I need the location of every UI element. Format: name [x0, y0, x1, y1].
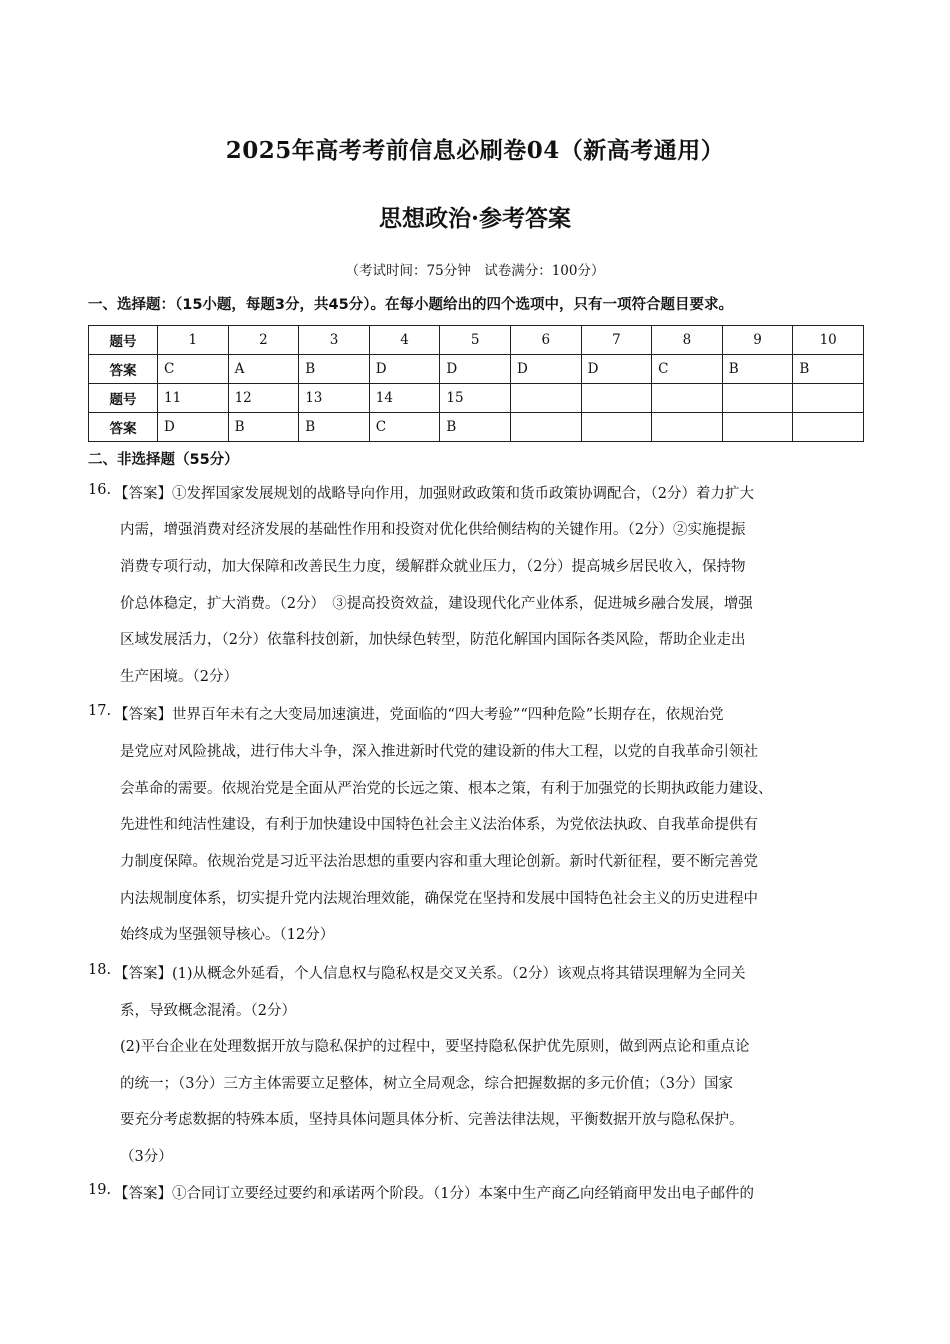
table-cell: 13 — [299, 384, 370, 413]
row-label: 题号 — [89, 384, 158, 413]
answer-line: 内法规制度体系，切实提升党内法规治理效能，确保党在坚持和发展中国特色社会主义的历史进程中 — [120, 891, 758, 907]
section2-heading: 二、非选择题（55分） — [88, 452, 239, 468]
exam-info: （考试时间：75分钟 试卷满分：100分） — [345, 263, 605, 279]
question-number: 19. — [88, 1182, 112, 1198]
table-cell: 6 — [510, 326, 581, 355]
table-cell: 3 — [299, 326, 370, 355]
table-cell — [722, 384, 793, 413]
page-subtitle: 思想政治·参考答案 — [378, 205, 571, 232]
table-cell: 8 — [652, 326, 723, 355]
table-cell: 15 — [440, 384, 511, 413]
answer-table — [88, 325, 864, 442]
table-cell: B — [228, 413, 299, 442]
answer-line: 先进性和纯洁性建设，有利于加快建设中国特色社会主义法治体系，为党依法执政、自我革命提供有 — [120, 817, 758, 833]
answer-line: 内需，增强消费对经济发展的基础性作用和投资对优化供给侧结构的关键作用。（2分）②实施提振 — [120, 522, 746, 538]
row-label: 答案 — [89, 355, 158, 384]
table-cell: 2 — [228, 326, 299, 355]
answer-line: （3分） — [120, 1149, 173, 1165]
table-cell: D — [369, 355, 440, 384]
table-cell: C — [652, 355, 723, 384]
table-cell — [581, 413, 652, 442]
answer-line: 【答案】(1)从概念外延看，个人信息权与隐私权是交叉关系。（2分）该观点将其错误理解为全同关 — [114, 966, 746, 982]
table-cell: B — [299, 413, 370, 442]
table-cell: B — [440, 413, 511, 442]
answer-line: (2)平台企业在处理数据开放与隐私保护的过程中，要坚持隐私保护优先原则，做到两点论和重点论 — [120, 1039, 750, 1055]
question-17 — [88, 703, 868, 953]
table-cell: 12 — [228, 384, 299, 413]
table-cell: 7 — [581, 326, 652, 355]
answer-line: 始终成为坚强领导核心。（12分） — [120, 927, 335, 943]
section1-heading: 一、选择题：（15小题，每题3分，共45分）。在每小题给出的四个选项中，只有一项符合题目要求。 — [88, 297, 733, 313]
table-cell: 10 — [793, 326, 864, 355]
table-cell — [510, 384, 581, 413]
table-cell: 11 — [158, 384, 229, 413]
table-row — [89, 355, 864, 384]
answer-line: 的统一；（3分）三方主体需要立足整体，树立全局观念，综合把握数据的多元价值；（3分）国家 — [120, 1076, 733, 1092]
table-cell: 1 — [158, 326, 229, 355]
answer-line: 会革命的需要。依规治党是全面从严治党的长远之策、根本之策，有利于加强党的长期执政能力建设、 — [120, 781, 773, 797]
question-number: 18. — [88, 962, 112, 978]
table-cell — [581, 384, 652, 413]
row-label: 题号 — [89, 326, 158, 355]
question-16 — [88, 482, 868, 692]
answer-line: 【答案】世界百年未有之大变局加速演进，党面临的“四大考验”“四种危险”长期存在，依规治党 — [114, 707, 724, 723]
answer-line: 要充分考虑数据的特殊本质，坚持具体问题具体分析、完善法律法规，平衡数据开放与隐私保护。 — [120, 1112, 744, 1128]
table-cell: B — [722, 355, 793, 384]
table-cell: D — [440, 355, 511, 384]
question-number: 16. — [88, 482, 112, 498]
page-title: 2025年高考考前信息必刷卷04（新高考通用） — [225, 137, 725, 164]
answer-line: 区域发展活力，（2分）依靠科技创新，加快绿色转型，防范化解国内国际各类风险，帮助企业走出 — [120, 632, 746, 648]
row-label: 答案 — [89, 413, 158, 442]
table-row — [89, 384, 864, 413]
table-cell — [793, 384, 864, 413]
answer-line: 系，导致概念混淆。（2分） — [120, 1003, 296, 1019]
table-cell: D — [581, 355, 652, 384]
table-row — [89, 413, 864, 442]
question-19 — [88, 1182, 868, 1212]
answer-line: 生产困境。（2分） — [120, 669, 238, 685]
table-cell: B — [299, 355, 370, 384]
question-18 — [88, 962, 868, 1172]
answer-line: 【答案】①合同订立要经过要约和承诺两个阶段。（1分）本案中生产商乙向经销商甲发出电子邮件的 — [114, 1186, 754, 1202]
table-cell: 14 — [369, 384, 440, 413]
table-cell: D — [510, 355, 581, 384]
answer-line: 是党应对风险挑战，进行伟大斗争，深入推进新时代党的建设新的伟大工程，以党的自我革命引领社 — [120, 744, 758, 760]
table-cell — [652, 413, 723, 442]
question-number: 17. — [88, 703, 112, 719]
table-cell: C — [369, 413, 440, 442]
table-cell: 4 — [369, 326, 440, 355]
table-cell: B — [793, 355, 864, 384]
table-cell: C — [158, 355, 229, 384]
answer-line: 力制度保障。依规治党是习近平法治思想的重要内容和重大理论创新。新时代新征程，要不断完善党 — [120, 854, 758, 870]
table-cell: 5 — [440, 326, 511, 355]
table-cell: A — [228, 355, 299, 384]
table-cell — [722, 413, 793, 442]
table-cell — [510, 413, 581, 442]
table-cell: 9 — [722, 326, 793, 355]
table-cell: D — [158, 413, 229, 442]
table-cell — [793, 413, 864, 442]
answer-line: 【答案】①发挥国家发展规划的战略导向作用，加强财政政策和货币政策协调配合，（2分）着力扩大 — [114, 486, 754, 502]
answer-line: 价总体稳定，扩大消费。（2分） ③提高投资效益，建设现代化产业体系，促进城乡融合发展，增强 — [120, 596, 753, 612]
table-cell — [652, 384, 723, 413]
answer-line: 消费专项行动，加大保障和改善民生力度，缓解群众就业压力，（2分）提高城乡居民收入，保持物 — [120, 559, 746, 575]
table-row — [89, 326, 864, 355]
